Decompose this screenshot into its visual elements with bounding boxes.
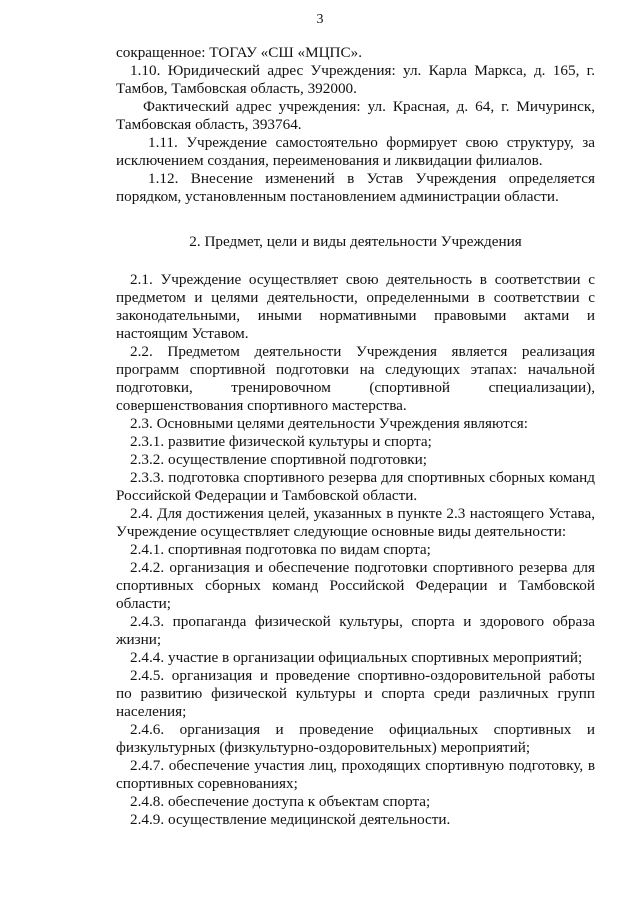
paragraph-2-4-2: 2.4.2. организация и обеспечение подготовки спортивного резерва для спортивных сборных команд Российской Федерации и Тамбовской области; [116, 559, 595, 612]
paragraph-actual-address: Фактический адрес учреждения: ул. Красная, д. 64, г. Мичуринск, Тамбовская область, 393764. [116, 98, 595, 133]
paragraph-2-3: 2.3. Основными целями деятельности Учреждения являются: [130, 415, 528, 432]
paragraph-2-4-5: 2.4.5. организация и проведение спортивно-оздоровительной работы по развитию физической культуры и спорта среди различных групп населения; [116, 667, 595, 720]
paragraph-1-10: 1.10. Юридический адрес Учреждения: ул. Карла Маркса, д. 165, г. Тамбов, Тамбовская область, 392000. [116, 62, 595, 97]
page-number: 3 [316, 12, 324, 27]
paragraph-2-4-7: 2.4.7. обеспечение участия лиц, проходящих спортивную подготовку, в спортивных соревнованиях; [116, 757, 595, 792]
paragraph-2-4-6: 2.4.6. организация и проведение официальных спортивных и физкультурных (физкультурно-оздоровительных) мероприятий; [116, 721, 595, 756]
section-heading: 2. Предмет, цели и виды деятельности Учреждения [189, 233, 522, 250]
paragraph-1-12: 1.12. Внесение изменений в Устав Учреждения определяется порядком, установленным постановлением администрации области. [116, 170, 595, 205]
paragraph-2-3-3: 2.3.3. подготовка спортивного резерва для спортивных сборных команд Российской Федерации и Тамбовской области. [116, 469, 595, 504]
paragraph-2-3-2: 2.3.2. осуществление спортивной подготовки; [130, 451, 427, 468]
paragraph-1-11: 1.11. Учреждение самостоятельно формирует свою структуру, за исключением создания, переименования и ликвидации филиалов. [116, 134, 595, 169]
paragraph-2-4-3: 2.4.3. пропаганда физической культуры, спорта и здорового образа жизни; [116, 613, 595, 648]
paragraph-2-1: 2.1. Учреждение осуществляет свою деятельность в соответствии с предметом и целями деятельности, определенными в соответствии с законодательными, иными нормативными правовыми актами и настоящим Уставом. [116, 271, 595, 342]
paragraph-2-2: 2.2. Предметом деятельности Учреждения является реализация программ спортивной подготовки на следующих этапах: начальной подготовки, тренировочном (спортивной специализации), совершенствования спортивного мастерства. [116, 343, 595, 414]
paragraph-2-4-1: 2.4.1. спортивная подготовка по видам спорта; [130, 541, 431, 558]
paragraph-2-4-9: 2.4.9. осуществление медицинской деятельности. [130, 811, 451, 828]
paragraph-short-name: сокращенное: ТОГАУ «СШ «МЦПС». [116, 44, 363, 61]
document-body [116, 44, 595, 829]
paragraph-2-4-4: 2.4.4. участие в организации официальных спортивных мероприятий; [130, 649, 583, 666]
paragraph-2-4: 2.4. Для достижения целей, указанных в пункте 2.3 настоящего Устава, Учреждение осуществляет следующие основные виды деятельности: [116, 505, 595, 540]
paragraph-2-3-1: 2.3.1. развитие физической культуры и спорта; [130, 433, 432, 450]
paragraph-2-4-8: 2.4.8. обеспечение доступа к объектам спорта; [130, 793, 431, 810]
